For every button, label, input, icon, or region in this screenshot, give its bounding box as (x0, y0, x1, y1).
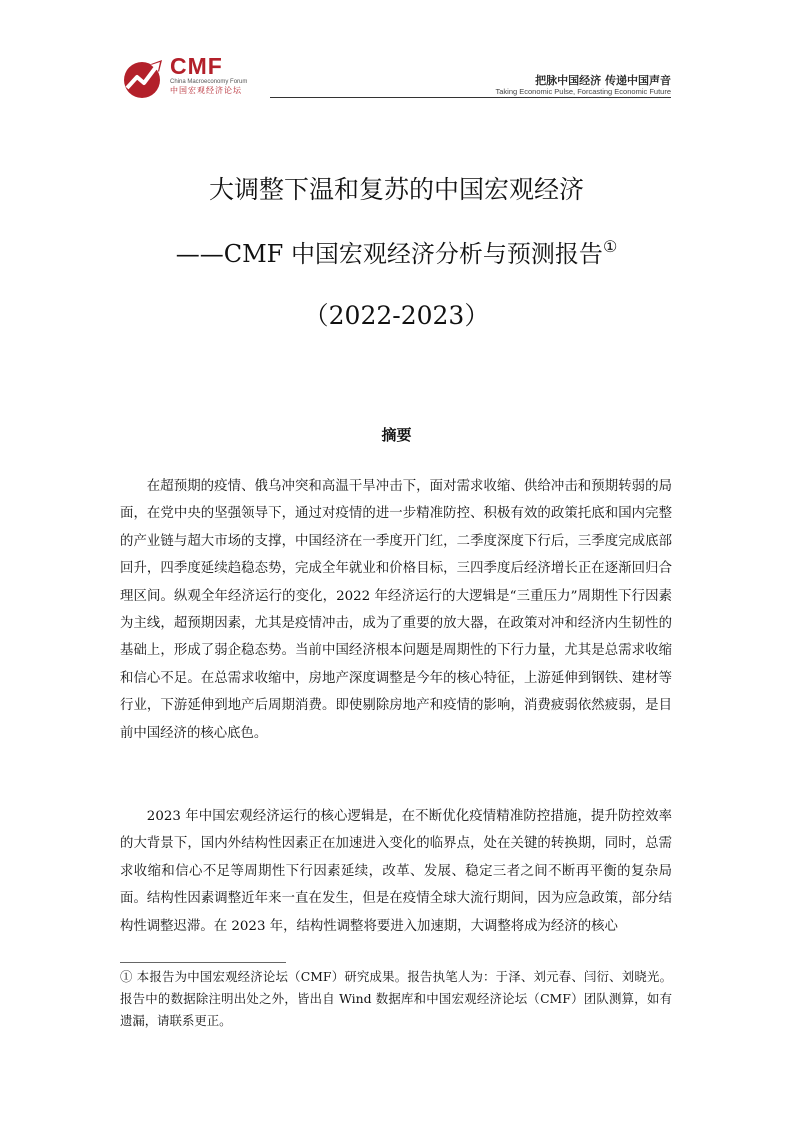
cmf-emblem-icon (118, 54, 166, 100)
logo-chinese-name: 中国宏观经济论坛 (170, 86, 242, 95)
logo-name: CMF (170, 53, 223, 79)
title-footnote-mark[interactable]: ① (602, 237, 618, 256)
report-subtitle (0, 234, 793, 269)
header-slogan-cn: 把脉中国经济 传递中国声音 (535, 74, 671, 87)
header-divider (270, 97, 671, 98)
report-title: 大调整下温和复苏的中国宏观经济 (208, 175, 584, 204)
abstract-paragraph-2: 2023 年中国宏观经济运行的核心逻辑是，在不断优化疫情精准防控措施，提升防控效率的大背景下，国内外结构性因素正在加速进入变化的临界点，处在关键的转换期，同时，总需求收缩和信心不足等周期性下行因素延续，改革、发展、稳定三者之间不断再平衡的复杂局面。结构性因素调整近年来一直在发生，但是在疫情全球大流行期间，因为应急政策，部分结构性调整迟滞。在 2023 年，结构性调整将要进入加速期，大调整将成为经济的核心 (120, 809, 672, 934)
cmf-logo (118, 54, 288, 100)
report-period: （2022-2023） (303, 301, 490, 330)
report-subtitle-text: ——CMF 中国宏观经济分析与预测报告 (175, 240, 603, 268)
footnote (120, 966, 672, 1032)
header-slogan-en: Taking Economic Pulse, Forcasting Economic Future (495, 87, 671, 96)
abstract-paragraph-1: 在超预期的疫情、俄乌冲突和高温干旱冲击下，面对需求收缩、供给冲击和预期转弱的局面，在党中央的坚强领导下，通过对疫情的进一步精准防控、积极有效的政策托底和国内完整的产业链与超大市场的支撑，中国经济在一季度开门红，二季度深度下行后，三季度完成底部回升，四季度延续趋稳态势，完成全年就业和价格目标，三四季度后经济增长正在逐渐回归合理区间。纵观全年经济运行的变化，2022 年经济运行的大逻辑是“三重压力”周期性下行因素为主线，超预期因素，尤其是疫情冲击，成为了重要的放大器，在政策对冲和经济内生韧性的基础上，形成了弱企稳态势。当前中国经济根本问题是周期性的下行力量，尤其是总需求收缩和信心不足。在总需求收缩中，房地产深度调整是今年的核心特征，上游延伸到钢铁、建材等行业，下游延伸到地产后周期消费。即使剔除房地产和疫情的影响，消费疲弱依然疲弱，是目前中国经济的核心底色。 (120, 479, 672, 741)
footnote-mark: ① (120, 969, 133, 984)
footnote-divider (120, 962, 286, 963)
footnote-text: 本报告为中国宏观经济论坛（CMF）研究成果。报告执笔人为：于泽、刘元春、闫衍、刘晓光。报告中的数据除注明出处之外，皆出自 Wind 数据库和中国宏观经济论坛（CMF）团队测算，如有遗漏，请联系更正。 (120, 969, 673, 1028)
logo-subtitle: China Macroeconomy Forum (170, 79, 248, 85)
abstract-heading: 摘要 (381, 426, 412, 444)
